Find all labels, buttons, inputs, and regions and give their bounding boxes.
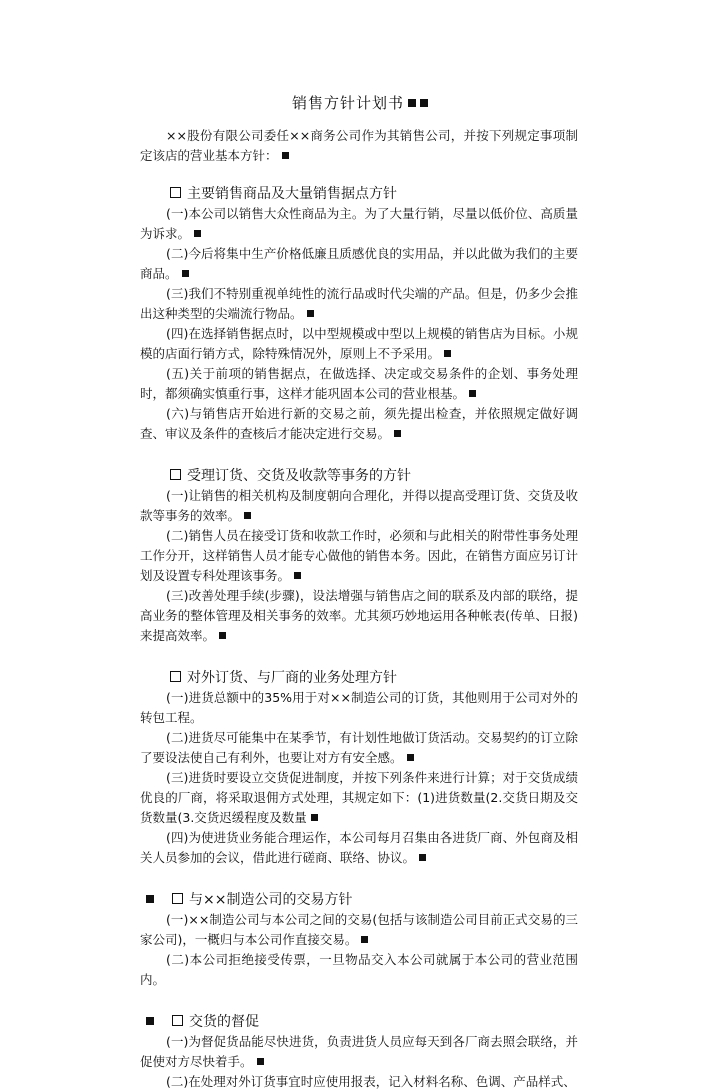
paragraph-mark-icon xyxy=(182,270,189,277)
paragraph-mark-icon xyxy=(282,152,289,159)
list-item-text: (六)与销售店开始进行新的交易之前，须先提出检查，并依照规定做好调查、审议及条件的查核后才能决定进行交易。 xyxy=(140,406,578,441)
list-item-text: (四)在选择销售据点时，以中型规模或中型以上规模的销售店为目标。小规模的店面行销方式，除特殊情况外，原则上不予采用。 xyxy=(140,326,578,361)
list-item xyxy=(140,950,578,990)
list-item xyxy=(140,1032,578,1072)
section-heading xyxy=(140,890,578,910)
list-item-text: (一)为督促货品能尽快进货，负责进货人员应每天到各厂商去照会联络，并促使对方尽快着手。 xyxy=(140,1034,578,1069)
section-heading xyxy=(140,184,578,204)
paragraph-mark-icon xyxy=(294,572,301,579)
section-heading xyxy=(140,466,578,486)
list-item xyxy=(140,586,578,646)
checkbox-icon xyxy=(170,187,181,198)
list-item xyxy=(140,486,578,526)
document-title xyxy=(0,92,720,113)
paragraph-mark-icon xyxy=(407,754,414,761)
list-item xyxy=(140,688,578,728)
list-item xyxy=(140,526,578,586)
list-item-text: (二)本公司拒绝接受传票，一旦物品交入本公司就属于本公司的营业范围内。 xyxy=(140,952,578,987)
paragraph-mark-icon xyxy=(408,99,416,107)
list-item xyxy=(140,284,578,324)
list-item-text: (二)进货尽可能集中在某季节，有计划性地做订货活动。交易契约的订立除了要设法使自己有利外，也要让对方有安全感。 xyxy=(140,730,578,765)
list-item-text: (三)改善处理手续(步骤)，设法增强与销售店之间的联系及内部的联络，提高业务的整体管理及相关事务的效率。尤其须巧妙地运用各种帐表(传单、日报)来提高效率。 xyxy=(140,588,578,643)
list-item-text: (三)我们不特别重视单纯性的流行品或时代尖端的产品。但是，仍多少会推出这种类型的尖端流行物品。 xyxy=(140,286,578,321)
list-item xyxy=(140,768,578,828)
section-heading-text: 对外订货、与厂商的业务处理方针 xyxy=(187,670,397,686)
list-item-text: (二)今后将集中生产价格低廉且质感优良的实用品，并以此做为我们的主要商品。 xyxy=(140,246,578,281)
paragraph-mark-icon xyxy=(361,936,368,943)
list-item-text: (一)××制造公司与本公司之间的交易(包括与该制造公司目前正式交易的三家公司)，一概归与本公司作直接交易。 xyxy=(140,912,578,947)
checkbox-icon xyxy=(170,469,181,480)
document-body xyxy=(140,126,578,1092)
paragraph-mark-icon xyxy=(146,895,154,903)
checkbox-icon xyxy=(170,671,181,682)
paragraph-mark-icon xyxy=(307,310,314,317)
list-item-text: (五)关于前项的销售据点，在做选择、决定或交易条件的企划、事务处理时，都须确实慎重行事，这样才能巩固本公司的营业根基。 xyxy=(140,366,578,401)
list-item-text: (三)进货时要设立交货促进制度，并按下列条件来进行计算；对于交货成绩优良的厂商，将采取退佣方式处理，其规定如下：(1)进货数量(2.交货日期及交货数量(3.交货迟缓程度及数量 xyxy=(140,770,578,825)
intro-text: ××股份有限公司委任××商务公司作为其销售公司，并按下列规定事项制定该店的营业基本方针： xyxy=(140,128,578,163)
list-item-text: (一)本公司以销售大众性商品为主。为了大量行销，尽量以低价位、高质量为诉求。 xyxy=(140,206,578,241)
title-text: 销售方针计划书 xyxy=(291,94,404,112)
list-item xyxy=(140,828,578,868)
paragraph-mark-icon xyxy=(257,1058,264,1065)
list-item xyxy=(140,910,578,950)
list-item xyxy=(140,728,578,768)
paragraph-mark-icon xyxy=(219,632,226,639)
section-heading xyxy=(140,668,578,688)
paragraph-mark-icon xyxy=(311,814,318,821)
list-item-text: (二)在处理对外订货事宜时应使用报表，记入材料名称、色调、产品样式、 xyxy=(166,1074,576,1089)
paragraph-mark-icon xyxy=(469,390,476,397)
list-item xyxy=(140,324,578,364)
list-item-text: (四)为使进货业务能合理运作，本公司每月召集由各进货厂商、外包商及相关人员参加的会议，借此进行磋商、联络、协议。 xyxy=(140,830,578,865)
checkbox-icon xyxy=(172,893,183,904)
list-item-text: (一)进货总额中的35%用于对××制造公司的订货，其他则用于公司对外的转包工程。 xyxy=(140,690,578,725)
paragraph-mark-icon xyxy=(419,854,426,861)
list-item xyxy=(140,204,578,244)
paragraph-mark-icon xyxy=(194,230,201,237)
section-heading-text: 与××制造公司的交易方针 xyxy=(189,892,353,908)
list-item xyxy=(140,244,578,284)
list-item-text: (一)让销售的相关机构及制度朝向合理化，并得以提高受理订货、交货及收款等事务的效率。 xyxy=(140,488,578,523)
list-item xyxy=(140,1072,578,1092)
section-heading-text: 受理订货、交货及收款等事务的方针 xyxy=(187,468,411,484)
paragraph-mark-icon xyxy=(420,99,428,107)
section-heading xyxy=(140,1012,578,1032)
list-item xyxy=(140,404,578,444)
section-heading-text: 主要销售商品及大量销售据点方针 xyxy=(187,186,397,202)
paragraph-mark-icon xyxy=(146,1017,154,1025)
paragraph-mark-icon xyxy=(244,512,251,519)
intro-paragraph xyxy=(140,126,578,166)
list-item-text: (二)销售人员在接受订货和收款工作时，必须和与此相关的附带性事务处理工作分开，这样销售人员才能专心做他的销售本务。因此，在销售方面应另订计划及设置专科处理该事务。 xyxy=(140,528,578,583)
section-heading-text: 交货的督促 xyxy=(189,1014,259,1030)
list-item xyxy=(140,364,578,404)
paragraph-mark-icon xyxy=(444,350,451,357)
paragraph-mark-icon xyxy=(394,430,401,437)
